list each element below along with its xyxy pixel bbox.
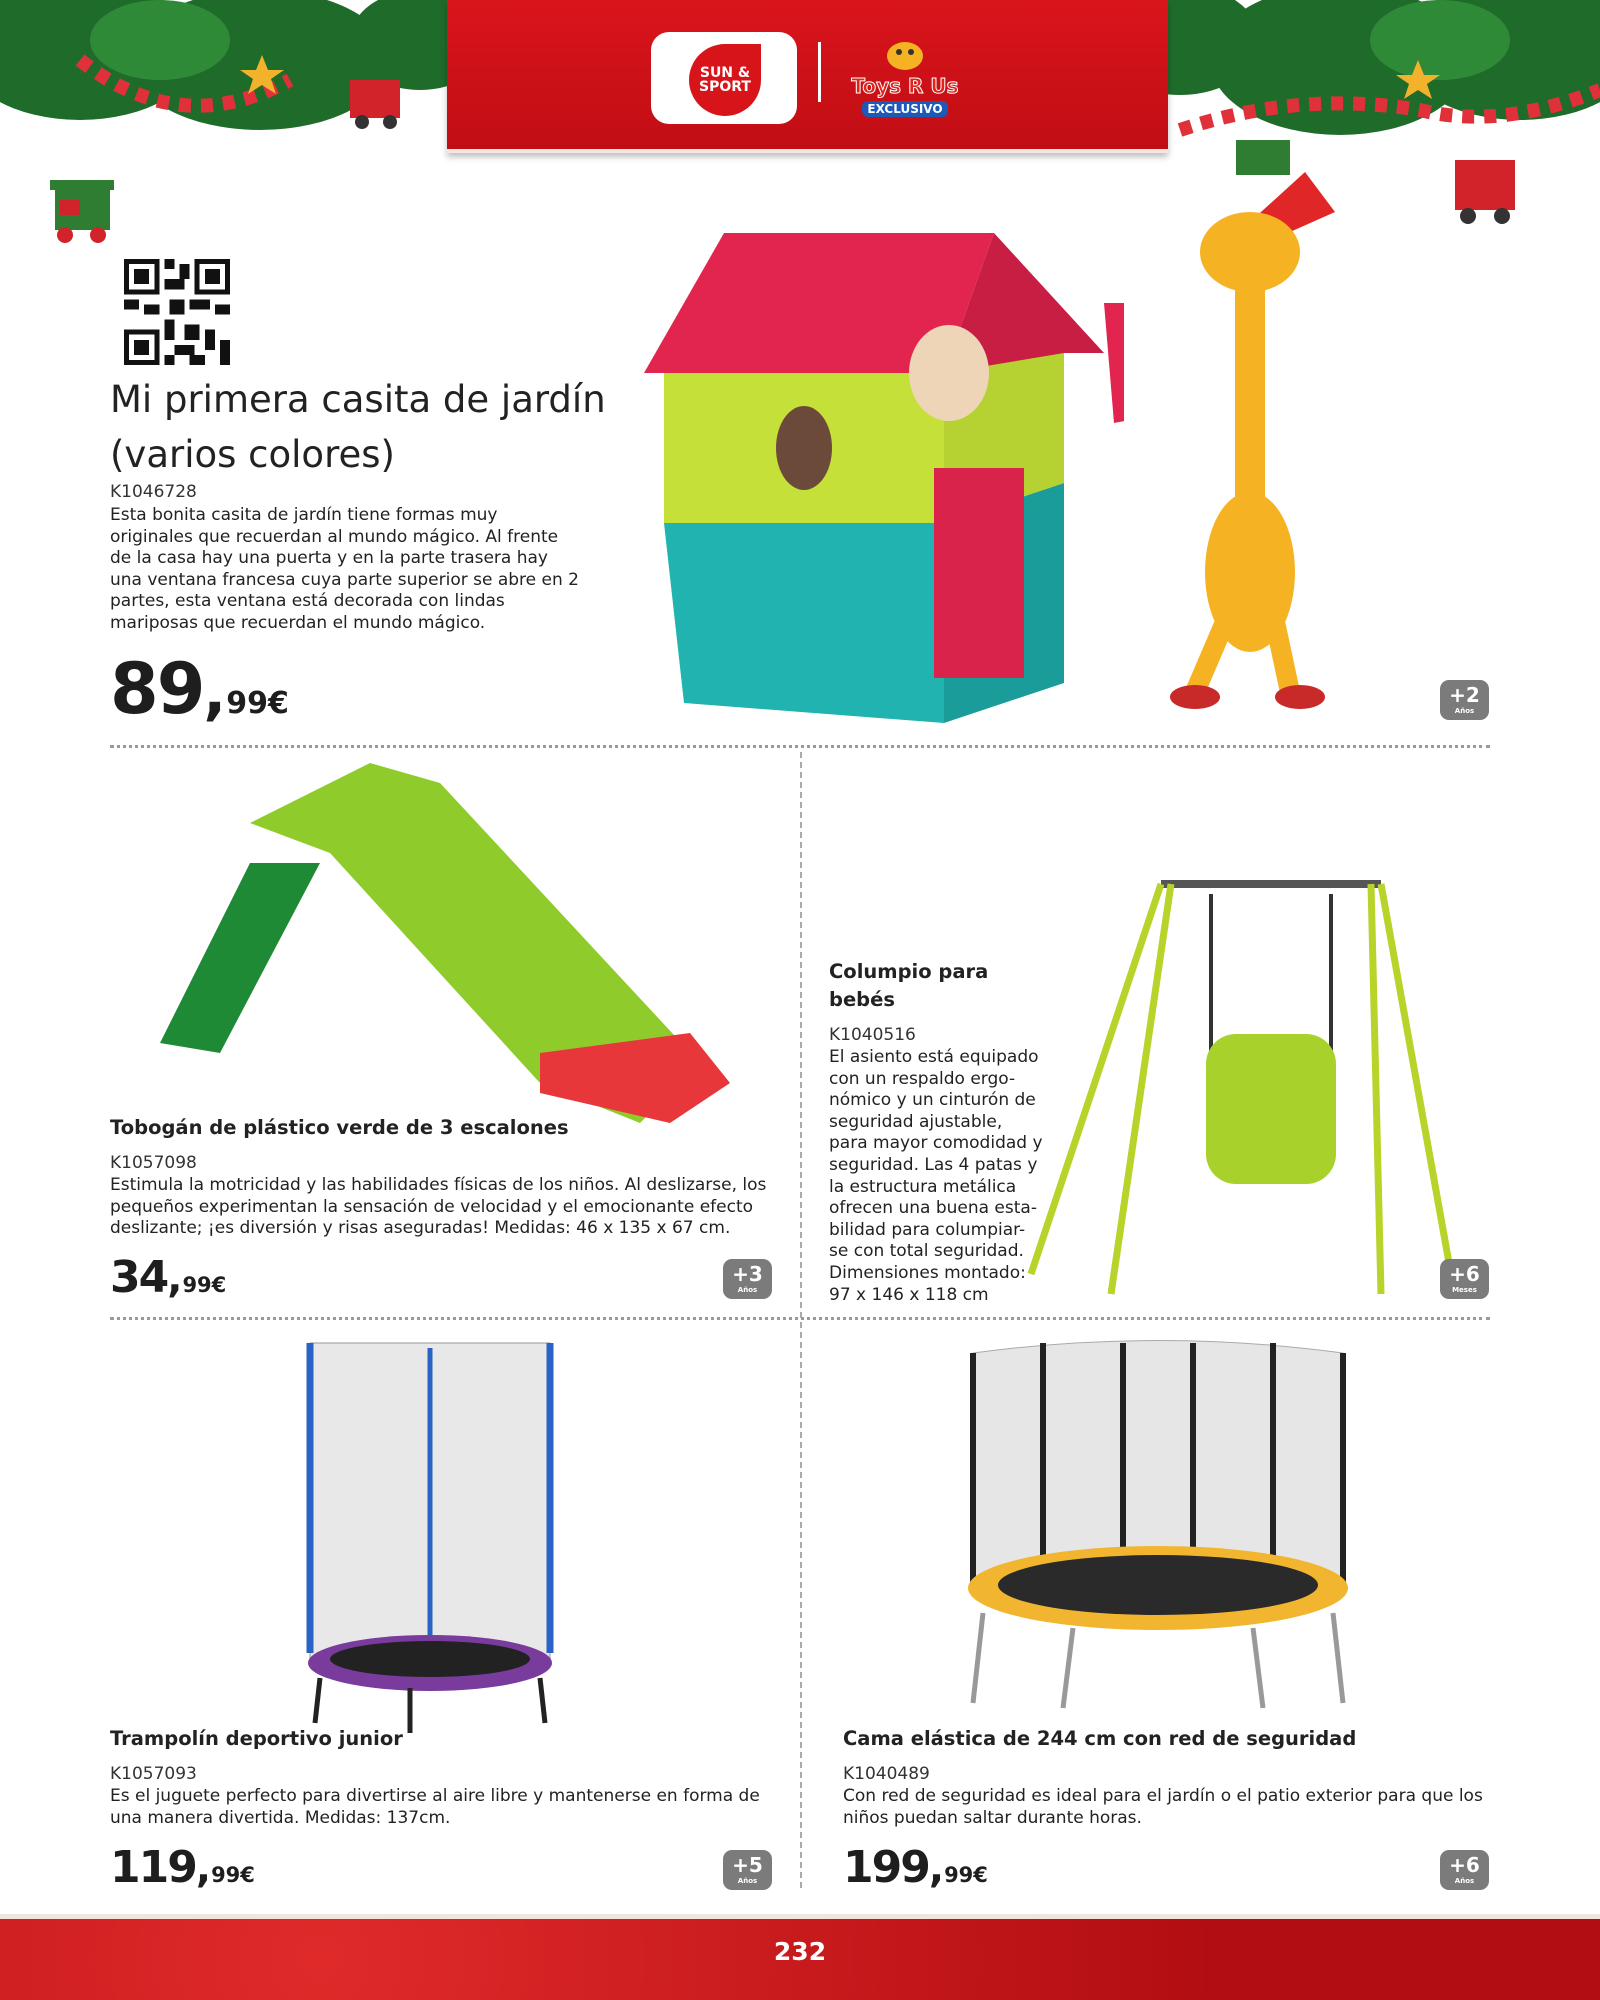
baby-swing-image: [1021, 874, 1461, 1304]
product-code: K1040489: [843, 1764, 930, 1784]
age-value: +6: [1449, 1853, 1480, 1877]
junior-trampoline-image: [300, 1333, 562, 1738]
product-title: Columpio para bebés: [829, 960, 989, 1011]
price-integer: 119: [110, 1842, 196, 1893]
toy-train-ornament: [350, 80, 400, 129]
price-decimal: 99€: [226, 686, 289, 721]
age-badge: [1440, 680, 1489, 720]
product-description: Estimula la motricidad y las habilidades físicas de los niños. Al deslizarse, los pequeños experimentan la sensación de velocidad y el emocionante efecto deslizante; ¡es diversión y risas aseguradas! Medidas: 46 x 135 x 67 cm.: [110, 1175, 767, 1239]
exclusive-badge: EXCLUSIVO: [862, 101, 947, 117]
age-unit: Años: [737, 1877, 758, 1885]
age-value: +6: [1449, 1262, 1480, 1286]
age-badge: [723, 1259, 772, 1299]
age-badge: [723, 1850, 772, 1890]
section-divider: [110, 1317, 1490, 1320]
price-integer: 34: [110, 1252, 168, 1303]
product-code: K1057093: [110, 1764, 197, 1784]
age-value: +3: [732, 1262, 763, 1286]
age-unit: Meses: [1452, 1286, 1477, 1294]
playhouse-image: [644, 223, 1124, 735]
product-description: Con red de seguridad es ideal para el jardín o el patio exterior para que los niños puedan saltar durante horas.: [843, 1786, 1483, 1828]
train-ornament-icon: [1450, 150, 1525, 230]
section-divider: [110, 745, 1490, 748]
column-divider: [800, 752, 802, 1888]
giraffe-mascot-image: [1155, 172, 1385, 722]
price-integer: 199: [843, 1842, 929, 1893]
product-code: K1057098: [110, 1153, 197, 1173]
featured-price: 89,99€: [110, 648, 289, 730]
product-description: Es el juguete perfecto para divertirse al aire libre y mantenerse en forma de una manera divertida. Medidas: 137cm.: [110, 1786, 760, 1828]
qr-code[interactable]: [124, 259, 230, 365]
product-title: Tobogán de plástico verde de 3 escalones: [110, 1116, 569, 1139]
slide-image: [140, 753, 730, 1133]
product-title: Cama elástica de 244 cm con red de seguridad: [843, 1727, 1357, 1750]
page-number: 232: [773, 1937, 827, 1966]
partner-logo-text: Toys R Us: [851, 74, 959, 98]
featured-product-title: Mi primera casita de jardín (varios colores): [110, 378, 606, 476]
price-integer: 89: [110, 648, 204, 730]
logo-divider: [818, 42, 821, 102]
price-decimal: 99€: [182, 1273, 227, 1297]
product-code: K1040516: [829, 1025, 916, 1045]
toys-r-us-logo: [845, 30, 965, 125]
price-decimal: 99€: [211, 1863, 255, 1887]
trampoline-with-net-image: [963, 1333, 1353, 1718]
product-price: 34,99€: [110, 1252, 227, 1303]
product-description: Esta bonita casita de jardín tiene formas muy originales que recuerdan al mundo mágico. Al frente de la casa hay una puerta y en la parte trasera hay una ventana francesa cuya parte superior se abre en 2 partes, esta ventana está decorada con lindas mariposas que recuerdan el mundo mágico.: [110, 505, 579, 633]
brand-logo-text: SUN & SPORT: [699, 65, 751, 95]
age-unit: Años: [1454, 1877, 1475, 1885]
age-badge: [1440, 1259, 1489, 1299]
age-unit: Años: [1454, 707, 1475, 715]
sun-sport-logo: [689, 44, 761, 116]
age-value: +2: [1449, 683, 1480, 707]
age-badge: [1440, 1850, 1489, 1890]
train-ornament-icon: [50, 175, 120, 250]
header-banner: [447, 0, 1168, 153]
age-unit: Años: [737, 1286, 758, 1294]
product-price: 199,99€: [843, 1842, 988, 1893]
product-title: Trampolín deportivo junior: [110, 1727, 403, 1750]
giraffe-mascot-icon: [883, 30, 927, 74]
product-price: 119,99€: [110, 1842, 255, 1893]
age-value: +5: [732, 1853, 763, 1877]
product-code: K1046728: [110, 482, 197, 502]
product-description: El asiento está equipado con un respaldo ergo-nómico y un cinturón de seguridad ajustable, para mayor comodidad y seguridad. Las 4 patas y la estructura metálica ofrecen una buena esta-bilidad para columpiar-se con total seguridad. Dimensiones montado: 97 x 146 x 118 cm: [829, 1047, 1043, 1305]
price-decimal: 99€: [944, 1863, 988, 1887]
